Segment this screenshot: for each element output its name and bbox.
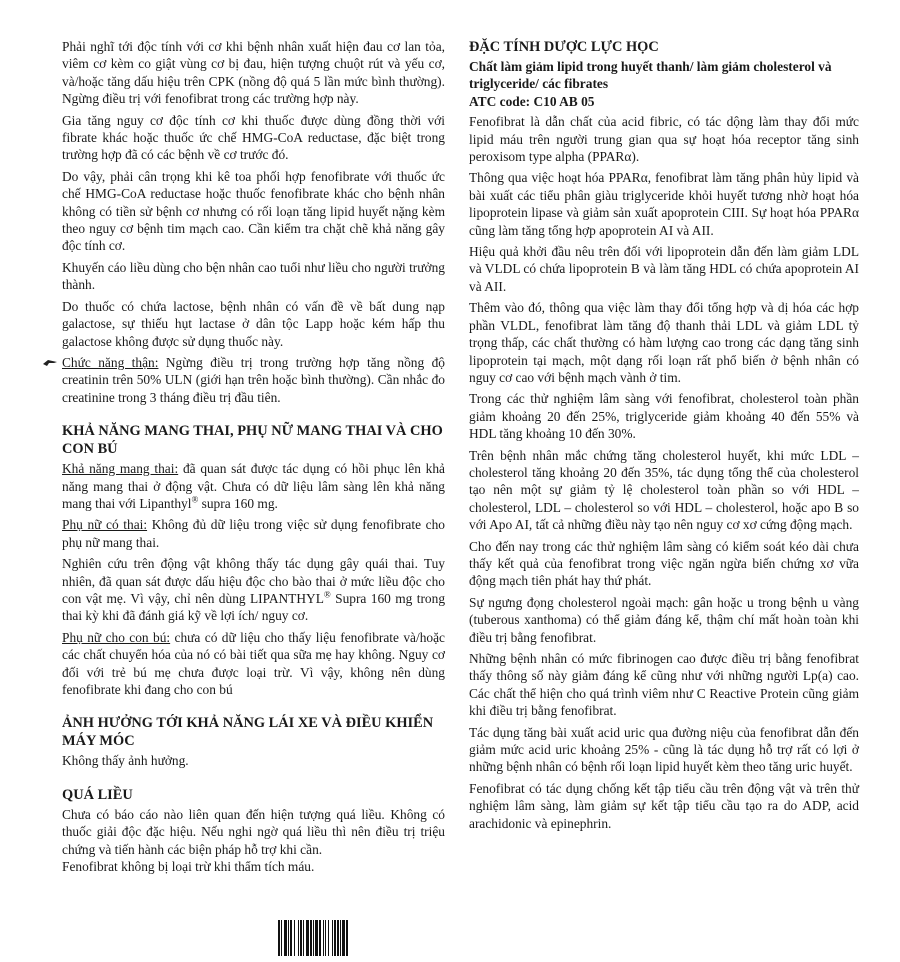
- pharmacodynamics-heading: ĐẶC TÍNH DƯỢC LỰC HỌC: [469, 39, 659, 55]
- renal-function-label: Chức năng thận:: [62, 354, 159, 370]
- fertility-text-a: đã quan sát được tác dụng có hồi phục lên khả năng mang thai ở động vật. Chưa có dữ liệu lâm sàng lên khả năng mang thai với Lipanthyl: [62, 461, 445, 511]
- pregnant-women-text: Không đủ dữ liệu trong việc sử dụng fenofibrate cho phụ nữ mang thai.: [62, 517, 445, 550]
- elderly-dose-paragraph: Khuyến cáo liều dùng cho bện nhân cao tuổi như liều cho người trưởng thành.: [62, 259, 445, 293]
- atc-code: ATC code: C10 AB 05: [469, 93, 595, 109]
- fertility-paragraph: [62, 460, 445, 512]
- breastfeeding-paragraph: [62, 629, 445, 699]
- combined-risk-paragraph: Gia tăng nguy cơ độc tính cơ khi thuốc được dùng đồng thời với fibrate khác hoặc thuốc ức chế HMG-CoA reductase, đặc biệt trong trường hợp đã có các bệnh về cơ trước đó.: [62, 112, 445, 163]
- ppar-paragraph: Thông qua việc hoạt hóa PPARα, fenofibrat làm tăng phân hủy lipid và bài xuất các tiểu phân giàu triglyceride khỏi huyết tương nhờ hoạt hóa lipoprotein lipase và giảm sản xuất apoprotein CIII. Sự hoạt hóa PPARα cũng làm tăng tổng hợp apoprotein AI và AII.: [469, 170, 859, 238]
- atherosclerosis-paragraph: Cho đến nay trong các thử nghiệm lâm sàng có kiểm soát kéo dài chưa thấy kết quả của fenofibrat trong việc ngăn ngừa biến chứng xơ vữa động mạch tiên phát hay thứ phát.: [469, 538, 859, 589]
- vldl-paragraph: Thêm vào đó, thông qua việc làm thay đổi tổng hợp và dị hóa các hợp phần VLDL, fenofibrat làm tăng độ thanh thải LDL và giảm LDL tỷ trọng thấp, các chất thường có hàm lượng cao trong các dạng tăng sinh lipoprotein tại mạch, một dạng rối loạn rất phổ biến ở bệnh nhân có nguy cơ cao với bệnh mạch vành ở tim.: [469, 300, 859, 385]
- uric-acid-paragraph: Tác dụng tăng bài xuất acid uric qua đường niệu của fenofibrat dẫn đến giảm mức acid uric khoảng 25% - cũng là tác dụng hỗ trợ rất có lợi ở những bệnh nhân có bệnh rối loạn lipid huyết kèm theo tăng uric huyết.: [469, 724, 859, 775]
- fertility-label: Khả năng mang thai:: [62, 461, 179, 477]
- breastfeeding-text: chưa có dữ liệu cho thấy liệu fenofibrate và/hoặc các chất chuyển hóa của nó có bài tiết qua sữa mẹ hay không. Nguy cơ đối với trẻ bú mẹ chưa được loại trừ. Vì vậy, không nên dùng fenofibrate khi đang cho con bú: [62, 629, 445, 697]
- left-column: [62, 38, 445, 879]
- overdose-heading: QUÁ LIỀU: [62, 786, 133, 803]
- pregnant-women-label: Phụ nữ có thai:: [62, 517, 148, 533]
- pregnancy-heading: KHẢ NĂNG MANG THAI, PHỤ NỮ MANG THAI VÀ CHO CON BÚ: [62, 423, 443, 458]
- pharmacotherapeutic-group: Chất làm giảm lipid trong huyết thanh/ làm giảm cholesterol và triglyceride/ các fibrates: [469, 59, 832, 92]
- hypercholesterolemia-paragraph: Trên bệnh nhân mắc chứng tăng cholesterol huyết, khi mức LDL – cholesterol tăng khoảng 20 đến 35%, tác dụng tổng thể của cholesterol tạo nên một sự giảm tỷ lệ cholesterol toàn phần so với HDL – cholesterol, LDL – cholesterol so với HDL – cholesterol, hoặc apo B so với Apo AI, tất cả những điều này tạo nên nguy cơ xơ cứng động mạch.: [469, 447, 859, 533]
- xanthoma-paragraph: Sự ngưng đọng cholesterol ngoài mạch: gân hoặc u trong bệnh u vàng (tuberous xanthoma) có thể giảm đáng kể, thậm chí mất hoàn toàn khi điều trị bằng fenofibrat.: [469, 594, 859, 645]
- lipoprotein-paragraph: Hiệu quả khởi đầu nêu trên đối với lipoprotein dẫn đến làm giảm LDL và VLDL có chứa lipoprotein B và làm tăng HDL có chứa apoprotein AI và AII.: [469, 244, 859, 294]
- renal-function-paragraph: [62, 354, 445, 406]
- pointing-hand-icon: [42, 357, 58, 368]
- barcode-icon: [278, 920, 393, 956]
- driving-heading: ẢNH HƯỞNG TỚI KHẢ NĂNG LÁI XE VÀ ĐIỀU KHIỂN MÁY MÓC: [62, 715, 434, 750]
- registered-mark: ®: [323, 589, 331, 600]
- barcode-stripe: [348, 920, 350, 956]
- platelet-paragraph: Fenofibrat có tác dụng chống kết tập tiểu cầu trên động vật và trên thử nghiệm lâm sàng, làm giảm sự kết tập tiểu cầu tạo ra do ADP, acid arachidonic và epinephrin.: [469, 780, 859, 831]
- registered-mark: ®: [191, 494, 199, 505]
- dialysis-paragraph: Fenofibrat không bị loại trừ khi thẩm tích máu.: [62, 859, 315, 875]
- animal-study-paragraph: [62, 555, 445, 625]
- muscle-toxicity-paragraph: Phải nghĩ tới độc tính với cơ khi bệnh nhân xuất hiện đau cơ lan tỏa, viêm cơ kèm co giật vùng cơ bị đau, hiện tượng chuột rút và yếu cơ, và/hoặc tăng dấu hiệu trên CPK (nồng độ quá 5 lần mức bình thường). Ngừng điều trị với fenofibrat trong các trường hợp này.: [62, 39, 445, 107]
- pregnant-women-paragraph: [62, 516, 445, 551]
- caution-paragraph: Do vậy, phải cân trọng khi kê toa phối hợp fenofibrate với thuốc ức chế HMG-CoA reductase hoặc thuốc fenofibrate khác cho bệnh nhân không có tiền sử bệnh cơ nhưng có rối loạn tăng lipid huyết nặng kèm theo nguy cơ bệnh tim mạch cao. Cần kiểm tra chặt chẽ khả năng gây độc tính cơ.: [62, 168, 445, 254]
- animal-study-text-a: Nghiên cứu trên động vật không thấy tác dụng gây quái thai. Tuy nhiên, đã quan sát được dấu hiệu độc cho bào thai ở mức liều độc cho con vật mẹ. Vì vậy, chỉ nên dùng LIPANTHYL: [62, 556, 445, 606]
- fertility-text-b: supra 160 mg.: [198, 495, 278, 511]
- lactose-paragraph: Do thuốc có chứa lactose, bệnh nhân có vấn đề về bất dung nạp galactose, sự thiếu hụt lactase ở dân tộc Lapp hoặc kém hấp thu galactose không được sử dụng thuốc này.: [62, 298, 445, 349]
- fibrinogen-paragraph: Những bệnh nhân có mức fibrinogen cao được điều trị bằng fenofibrat thấy thông số này giảm đáng kể cũng như với những người Lp(a) cao. Các chất thể hiện cho quá trình viêm như C Reactive Protein cũng giảm khi điều trị bằng fenofibrat.: [469, 651, 859, 719]
- animal-study-text-b: Supra 160 mg trong thai kỳ khi đã đánh giá kỹ về lợi ích/ nguy cơ.: [62, 590, 446, 624]
- clinical-trials-paragraph: Trong các thử nghiệm lâm sàng với fenofibrat, cholesterol toàn phần giảm khoảng 20 đến 25%, triglyceride giảm khoảng 40 đến 55% và HDL tăng khoảng 10 đến 30%.: [469, 391, 859, 442]
- driving-paragraph: Không thấy ảnh hưởng.: [62, 753, 189, 769]
- overdose-paragraph: Chưa có báo cáo nào liên quan đến hiện tượng quá liều. Không có thuốc giải độc đặc hiệu. Nếu nghi ngờ quá liều thì nên điều trị triệu chứng và tiến hành các biện pháp hỗ trợ khi cần.: [62, 806, 445, 857]
- mechanism-paragraph: Fenofibrat là dẫn chất của acid fibric, có tác dộng làm thay đổi mức lipid máu trên người trung gian qua sự hoạt hóa receptor tăng sinh peroxisom type alpha (PPARα).: [469, 114, 859, 165]
- renal-function-text: Ngừng điều trị trong trường hợp tăng nồng độ creatinin trên 50% ULN (giới hạn trên hoặc bình thường). Cần nhắc đo creatinine trong 3 tháng điều trị đầu tiên.: [62, 354, 445, 405]
- right-column: [469, 38, 859, 836]
- breastfeeding-label: Phụ nữ cho con bú:: [62, 629, 171, 645]
